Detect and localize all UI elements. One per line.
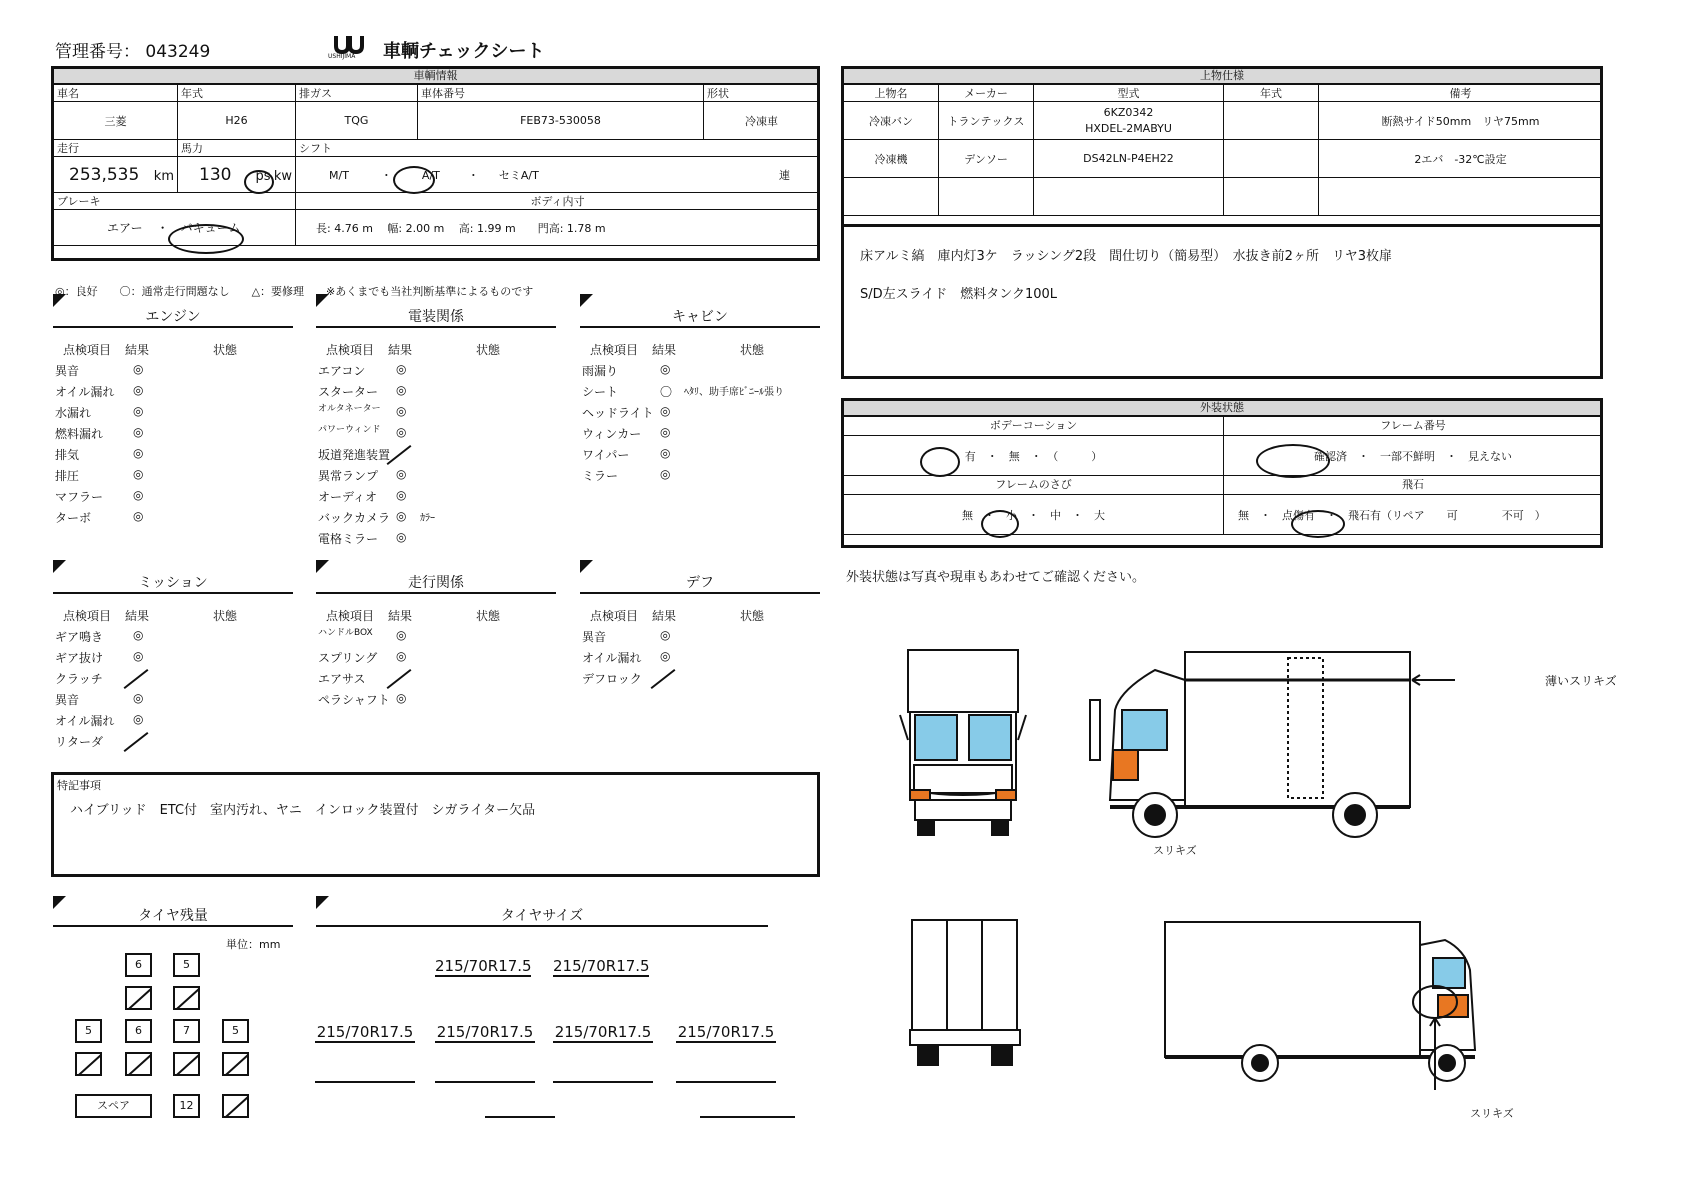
value-year: H26 [178,102,296,140]
cabin-row: 雨漏り ◎ [582,362,671,378]
not-applicable-slash [651,669,676,689]
value-stone-chip: 無 ・ 点傷有 ・ 飛石有（リペア 可 不可 ） [1224,495,1603,535]
tire-size-line [553,1081,653,1083]
mission-col-header: 点検項目 結果 状態 [63,609,238,623]
diff-col-header: 点検項目 結果 状態 [590,609,765,623]
mission-row: リターダ [55,735,104,749]
body-r1-maker: トランテックス [939,102,1034,140]
value-body-dims: 長: 4.76 m 幅: 2.00 m 高: 1.99 m 門高: 1.78 m [296,210,820,246]
not-applicable-slash [124,732,149,752]
value-brake: エアー ・ バキューム [54,210,296,246]
diff-title: デフ [580,572,820,594]
body-r2-remarks: 2エバ -32℃設定 [1319,140,1603,178]
electric-row: 電格ミラー ◎ [318,530,407,546]
electric-row: パワーウィンド ◎ [318,425,407,439]
driving-title: 走行関係 [316,572,556,594]
body-r2-name: 冷凍機 [844,140,939,178]
driving-row: ペラシャフト ◎ [318,691,407,707]
not-applicable-slash [387,669,412,689]
value-frame-rust: 無 ・ 小 ・ 中 ・ 大 [844,495,1224,535]
label-frame-number: フレーム番号 [1224,417,1603,436]
value-gas: TQG [296,102,418,140]
tire-rear-1-inner [75,1052,102,1076]
vehicle-info-bar: 車輌情報 [54,69,817,84]
cabin-row: ワイパー ◎ [582,446,671,462]
not-applicable-slash [387,445,412,465]
diff-row: オイル漏れ ◎ [582,649,671,665]
engine-row: 燃料漏れ ◎ [55,425,144,441]
label-scratch-right: スリキズ [1470,1107,1514,1120]
label-mileage: 走行 [54,140,178,157]
body-r1-name: 冷凍バン [844,102,939,140]
label-power: 馬力 [178,140,296,157]
value-shift: M/T ・ A/T ・ セミA/T 連 [296,157,820,193]
body-r2-maker: デンソー [939,140,1034,178]
exterior-caption: 外装状態は写真や現車もあわせてご確認ください。 [846,570,1146,585]
engine-row: ターボ ◎ [55,509,144,525]
notes-label: 特記事項 [57,779,101,792]
tire-size-line [315,1081,415,1083]
tire-rear-3-inner [173,1052,200,1076]
engine-col-header: 点検項目 結果 状態 [63,343,238,357]
mission-row: 異音 ◎ [55,691,144,707]
engine-row: 水漏れ ◎ [55,404,144,420]
exterior-box [841,398,1603,548]
label-gas: 排ガス [296,85,418,102]
driving-col-header: 点検項目 結果 状態 [326,609,501,623]
value-frame-number: 確認済 ・ 一部不鮮明 ・ 見えない [1224,436,1603,476]
driving-row: ハンドルBOX ◎ [318,628,407,642]
engine-row: マフラー ◎ [55,488,144,504]
tire-size-rear-2: 215/70R17.5 [436,1023,534,1041]
label-brake: ブレーキ [54,193,296,210]
tire-front-left: 6 [125,953,152,977]
driving-row: エアサス [318,672,366,686]
tire-size-rear-4: 215/70R17.5 [677,1023,775,1041]
tire-size-title: タイヤサイズ [316,905,768,927]
engine-row: 排気 ◎ [55,446,144,462]
label-shift: シフト [296,140,820,157]
page-title: 車輌チェックシート [383,41,545,62]
value-maker: 三菱 [54,102,178,140]
body-note-1: 床アルミ縞 庫内灯3ケ ラッシング2段 間仕切り（簡易型） 水抜き前2ヶ所 リヤ3枚扉 [860,249,1392,264]
circle-ps [244,170,274,194]
body-h-maker: メーカー [939,85,1034,102]
engine-row: 排圧 ◎ [55,467,144,483]
body-r1-model: 6KZ0342 HXDEL-2MABYU [1034,102,1224,140]
diff-row: 異音 ◎ [582,628,671,644]
cabin-row: ウィンカー ◎ [582,425,671,441]
spare-label: スペア [75,1094,152,1118]
label-year: 年式 [178,85,296,102]
label-frame-rust: フレームのさび [844,476,1224,495]
company-logo: USHIJIMA [330,34,370,60]
body-h-name: 上物名 [844,85,939,102]
value-power: 130 ps kw [178,157,296,193]
tire-rear-3: 7 [173,1019,200,1043]
driving-row: スプリング ◎ [318,649,407,665]
truck-left-side-view [1090,652,1455,837]
body-r1-year [1224,102,1319,140]
tire-rear-4-inner [222,1052,249,1076]
body-r2-model: DS42LN-P4EH22 [1034,140,1224,178]
truck-rear-view [910,920,1020,1065]
electric-row: バックカメラ ◎ ｶﾗｰ [318,509,435,525]
electric-row: オルタネーター ◎ [318,404,407,418]
legend: ◎：良好 〇：通常走行問題なし △：要修理 ※あくまでも当社判断基準によるものです [55,285,534,298]
label-shape: 形状 [704,85,820,102]
tire-front-left-inner [125,986,152,1010]
tire-spare-inner [222,1094,249,1118]
truck-right-side-view [1165,922,1475,1090]
tire-size-line [700,1116,795,1118]
value-mileage: 253,535 km [54,157,178,193]
circle-chip-damage [1291,510,1345,538]
label-body-dims: ボディ内寸 [296,193,820,210]
engine-row: 異音 ◎ [55,362,144,378]
vehicle-info-box [51,66,820,261]
body-h-year: 年式 [1224,85,1319,102]
label-stone-chip: 飛石 [1224,476,1603,495]
body-r1-remarks: 断熱サイド50mm リヤ75mm [1319,102,1603,140]
electric-row: 異常ランプ ◎ [318,467,407,483]
electric-row: エアコン ◎ [318,362,407,378]
value-coating: 有 ・ 無 ・ （ ） [844,436,1224,476]
electric-title: 電装関係 [316,306,556,328]
mission-row: ギア鳴き ◎ [55,628,144,644]
electric-row: スターター ◎ [318,383,407,399]
label-maker: 車名 [54,85,178,102]
tire-front-right-inner [173,986,200,1010]
cabin-col-header: 点検項目 結果 状態 [590,343,765,357]
exterior-bar: 外装状態 [844,401,1600,416]
body-r2-year [1224,140,1319,178]
tire-rear-1: 5 [75,1019,102,1043]
body-spec-box [841,66,1603,379]
diff-row: デフロック [582,672,642,686]
tire-remain-title: タイヤ残量 [53,905,293,927]
circle-frame-confirmed [1256,444,1330,478]
value-shape: 冷凍車 [704,102,820,140]
engine-row: オイル漏れ ◎ [55,383,144,399]
label-scratch-front: スリキズ [1153,844,1197,857]
body-h-remarks: 備考 [1319,85,1603,102]
tire-rear-2: 6 [125,1019,152,1043]
cabin-row: シート 〇 ﾍﾀﾘ、助手席ﾋﾞﾆｰﾙ張り [582,385,784,399]
cabin-title: キャビン [580,306,820,328]
label-chassis: 車体番号 [418,85,704,102]
tire-size-front-left: 215/70R17.5 [435,957,532,975]
mission-row: オイル漏れ ◎ [55,712,144,728]
tire-size-line [435,1081,535,1083]
notes-box [51,772,820,877]
engine-title: エンジン [53,306,293,328]
tire-rear-4: 5 [222,1019,249,1043]
not-applicable-slash [124,669,149,689]
mission-title: ミッション [53,572,293,594]
tire-size-line [485,1116,555,1118]
value-chassis: FEB73-530058 [418,102,704,140]
body-note-2: S/D左スライド 燃料タンク100L [860,287,1058,302]
mission-row: ギア抜け ◎ [55,649,144,665]
tire-size-rear-1: 215/70R17.5 [316,1023,414,1041]
tire-rear-2-inner [125,1052,152,1076]
body-spec-bar: 上物仕様 [844,69,1600,84]
label-light-scratch: 薄いスリキズ [1545,674,1617,688]
cabin-row: ヘッドライト ◎ [582,404,671,420]
truck-diagrams [890,640,1680,1160]
notes-text: ハイブリッド ETC付 室内汚れ、ヤニ インロック装置付 シガライター欠品 [70,803,536,818]
body-h-model: 型式 [1034,85,1224,102]
tire-size-rear-3: 215/70R17.5 [554,1023,652,1041]
label-coating: ボデーコーション [844,417,1224,436]
mission-row: クラッチ [55,672,103,686]
tire-spare: 12 [173,1094,200,1118]
electric-col-header: 点検項目 結果 状態 [326,343,501,357]
tire-size-line [676,1081,776,1083]
circle-coating-yes [920,447,960,477]
cabin-row: ミラー ◎ [582,467,671,483]
tire-size-front-right: 215/70R17.5 [553,957,650,975]
truck-front-view [900,650,1026,835]
tire-front-right: 5 [173,953,200,977]
electric-row: 坂道発進装置 [318,448,391,462]
circle-rust-small [981,510,1019,538]
management-number: 管理番号： 043249 [55,42,211,62]
tire-unit: 単位：mm [226,938,281,951]
circle-at [393,166,435,194]
circle-vacuum [168,224,244,254]
electric-row: オーディオ ◎ [318,488,407,504]
